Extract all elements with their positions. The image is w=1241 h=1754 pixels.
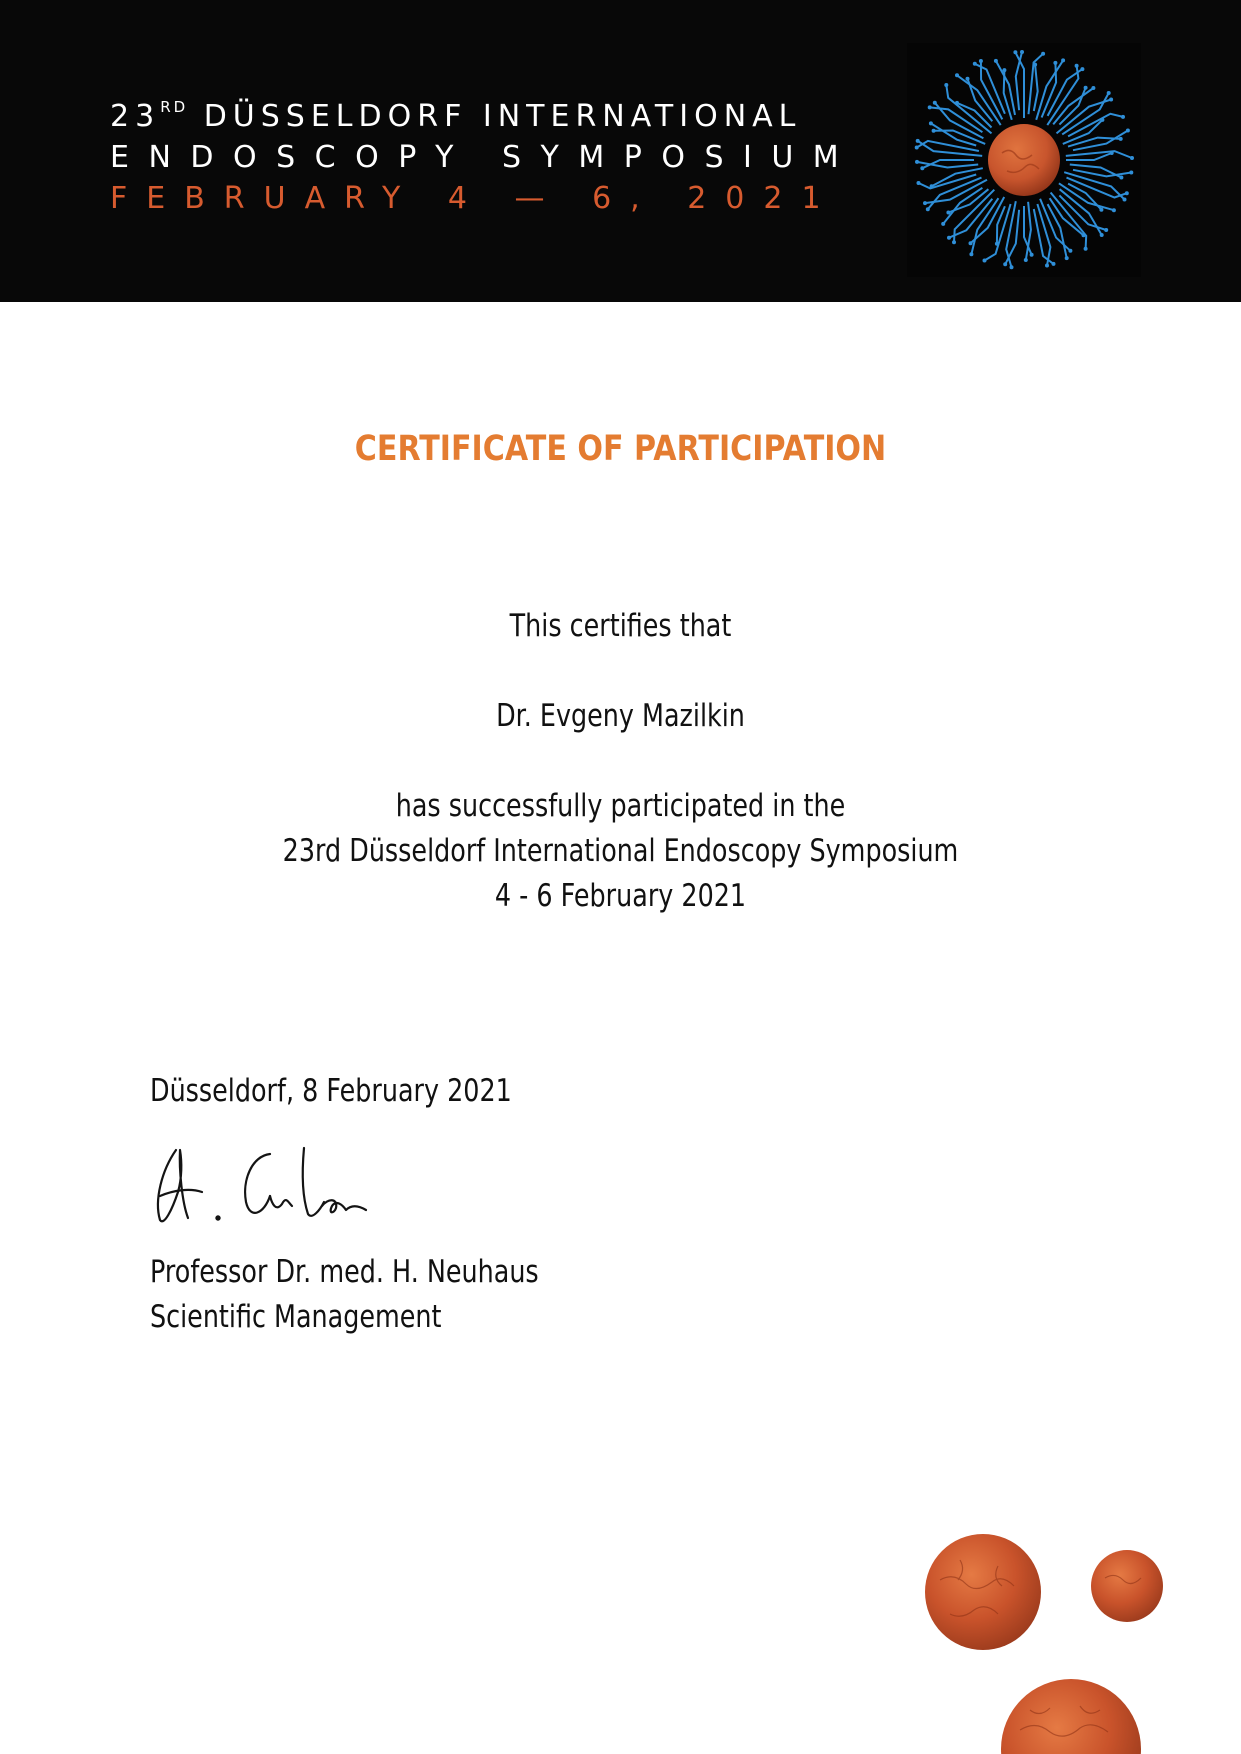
recipient-name: Dr. Evgeny Mazilkin	[496, 698, 745, 734]
event-dates: 4 - 6 February 2021	[494, 878, 747, 914]
header-banner	[0, 0, 1241, 302]
sphere-small-right	[1091, 1550, 1163, 1622]
event-name: 23rd Düsseldorf International Endoscopy Symposium	[282, 833, 959, 869]
sphere-bottom	[1001, 1679, 1141, 1754]
sphere-large-left	[925, 1534, 1041, 1650]
signer-role: Scientific Management	[150, 1299, 442, 1335]
symposium-title-line2: ENDOSCOPY SYMPOSIUM	[110, 140, 859, 175]
decorative-spheres	[900, 1530, 1241, 1754]
participation-statement: has successfully participated in the	[395, 788, 846, 824]
certifies-text: This certifies that	[509, 608, 732, 644]
certificate-title: CERTIFICATE OF PARTICIPATION	[354, 429, 887, 469]
symposium-dates: FEBRUARY 4 — 6, 2021	[110, 181, 840, 216]
signer-name: Professor Dr. med. H. Neuhaus	[150, 1254, 539, 1290]
symposium-title-line1: 23RD DÜSSELDORF INTERNATIONAL	[110, 98, 802, 134]
place-and-date: Düsseldorf, 8 February 2021	[150, 1073, 512, 1109]
circuit-circle-logo	[907, 43, 1141, 277]
handwritten-signature	[152, 1140, 372, 1230]
logo-sphere	[988, 124, 1060, 196]
circuit-logo-graphic	[907, 43, 1141, 277]
